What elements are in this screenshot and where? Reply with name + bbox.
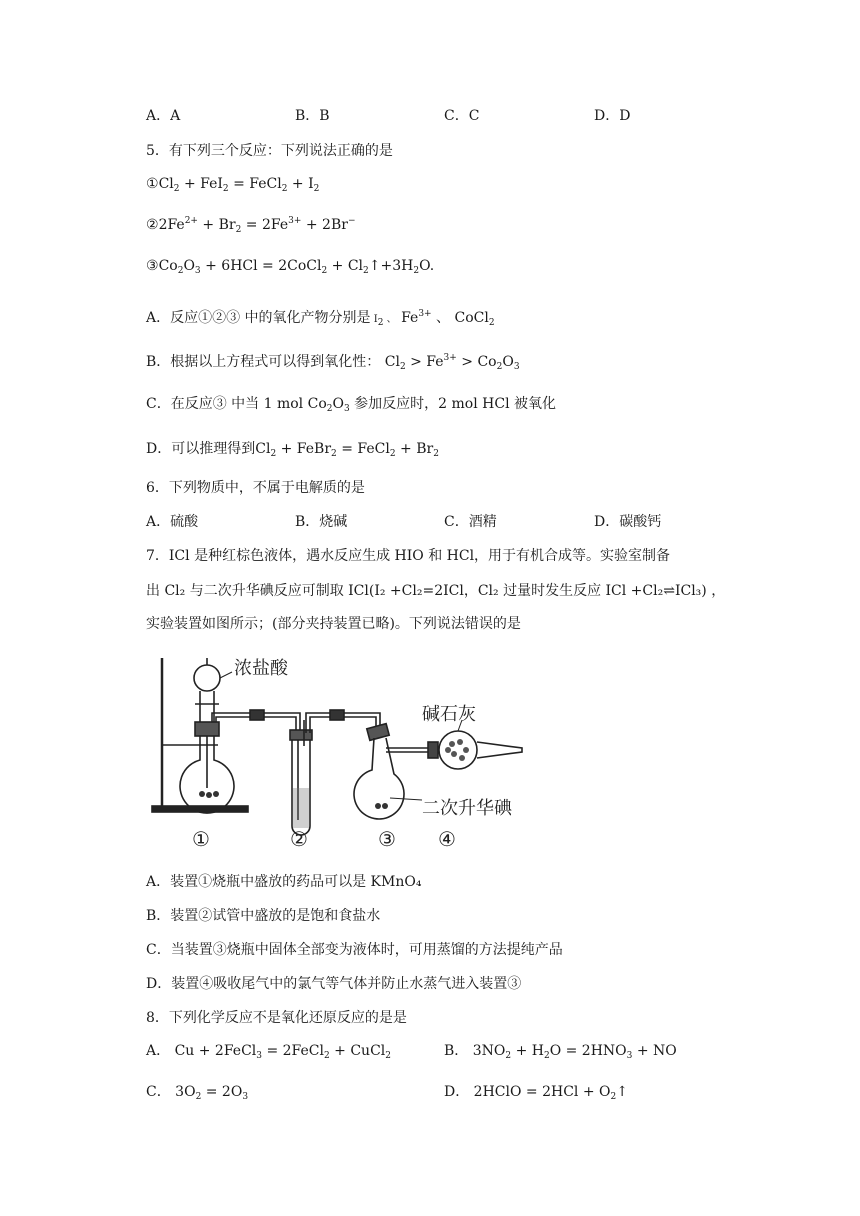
q8-option-c: C． $3O_2 = 2O_3$ (146, 1084, 249, 1102)
q7-option-a: A．装置①烧瓶中盛放的药品可以是 KMnO₄ (146, 874, 422, 890)
q5-option-c-text-1: C．在反应③ 中当 1 mol (146, 396, 304, 412)
q8-stem: 8．下列化学反应不是氧化还原反应的是是 (146, 1010, 407, 1026)
apparatus-diagram (140, 648, 560, 853)
q5-option-c-text-2: 参加反应时，2 mol HCl 被氧化 (354, 396, 556, 412)
label-device-2: ② (290, 827, 308, 851)
q7-option-d: D．装置④吸收尾气中的氯气等气体并防止水蒸气进入装置③ (146, 976, 522, 992)
q8-option-a: A． Cu + 2FeCl$_3$ = 2FeCl$_2$ + CuCl$_2$ (146, 1043, 391, 1061)
reaction-3-label: ③ (146, 258, 159, 274)
q6-option-b: B．烧碱 (295, 514, 348, 530)
q4-option-a: A．A (146, 108, 181, 124)
q7-line-1: 7．ICl 是种红棕色液体，遇水反应生成 HIO 和 HCl，用于有机合成等。实验室制备 (146, 548, 671, 564)
q4-option-c: C．C (444, 108, 480, 124)
q5-reaction-2: $②2Fe^{2+} + Br_2 = 2Fe^{3+} + 2Br^-$ (146, 216, 356, 235)
q6-stem: 6．下列物质中，不属于电解质的是 (146, 480, 365, 496)
q8-option-c-label: C． (146, 1084, 171, 1100)
q5-option-c: C．在反应③ 中当 1 mol $Co_2O_3$ 参加反应时，2 mol HCl 被氧化 (146, 396, 556, 414)
label-device-3: ③ (378, 827, 396, 851)
q8-option-b-label: B． (444, 1043, 469, 1059)
label-conc-hcl: 浓盐酸 (234, 658, 288, 679)
q6-option-c: C．酒精 (444, 514, 497, 530)
q5-option-a-text: A．反应①②③ 中的氧化产物分别是 (146, 310, 371, 326)
q8-option-a-label: A． (146, 1043, 171, 1059)
label-soda-lime: 碱石灰 (422, 704, 476, 725)
reaction-2-label: ② (146, 217, 159, 233)
q7-option-c: C．当装置③烧瓶中固体全部变为液体时，可用蒸馏的方法提纯产品 (146, 942, 563, 958)
label-sublimed-iodine: 二次升华碘 (422, 798, 512, 819)
label-device-4: ④ (438, 827, 456, 851)
q6-option-d: D．碳酸钙 (594, 514, 662, 530)
q7-option-b: B．装置②试管中盛放的是饱和食盐水 (146, 908, 381, 924)
reaction-1-label: ① (146, 176, 159, 192)
q8-option-d-label: D． (444, 1084, 470, 1100)
q7-line-2: 出 Cl₂ 与二次升华碘反应可制取 ICl(I₂ +Cl₂=2ICl，Cl₂ 过量时发生反应 ICl +Cl₂⇌ICl₃) ， (146, 583, 726, 599)
q5-option-b: B．根据以上方程式可以得到氧化性： $Cl_2 > Fe^{3+} > Co_2O_3$ (146, 353, 520, 372)
q8-option-b: B． $3NO_2 + H_2O = 2HNO_3$ + NO (444, 1043, 677, 1061)
q5-stem: 5．有下列三个反应：下列说法正确的是 (146, 143, 393, 159)
q5-reaction-1: $①Cl_2 + FeI_2$ = FeCl$_2$ + $I_2$ (146, 176, 320, 194)
q4-option-d: D．D (594, 108, 631, 124)
q5-option-b-text: B．根据以上方程式可以得到氧化性： (146, 354, 381, 370)
q5-option-d-text: D．可以推理得到 (146, 441, 256, 457)
q7-line-3: 实验装置如图所示；(部分夹持装置已略)。下列说法错误的是 (146, 616, 521, 632)
q5-option-d: D．可以推理得到$Cl_2$ + FeBr$_2$ = FeCl$_2$ + $Br_2$ (146, 441, 439, 459)
q5-reaction-3: $③Co_2O_3 + 6HCl$ = 2CoCl$_2$ + $Cl_2↑+3H_2O$. (146, 258, 435, 276)
label-device-1: ① (192, 827, 210, 851)
q6-option-a: A．硫酸 (146, 514, 199, 530)
q5-option-a: A．反应①②③ 中的氧化产物分别是 $I_2$ 、 $Fe^{3+}$ 、 CoCl$_2$ (146, 309, 495, 328)
q4-option-b: B．B (295, 108, 330, 124)
q8-option-d: D． 2HClO = $2HCl + O_2↑$ (444, 1084, 628, 1102)
